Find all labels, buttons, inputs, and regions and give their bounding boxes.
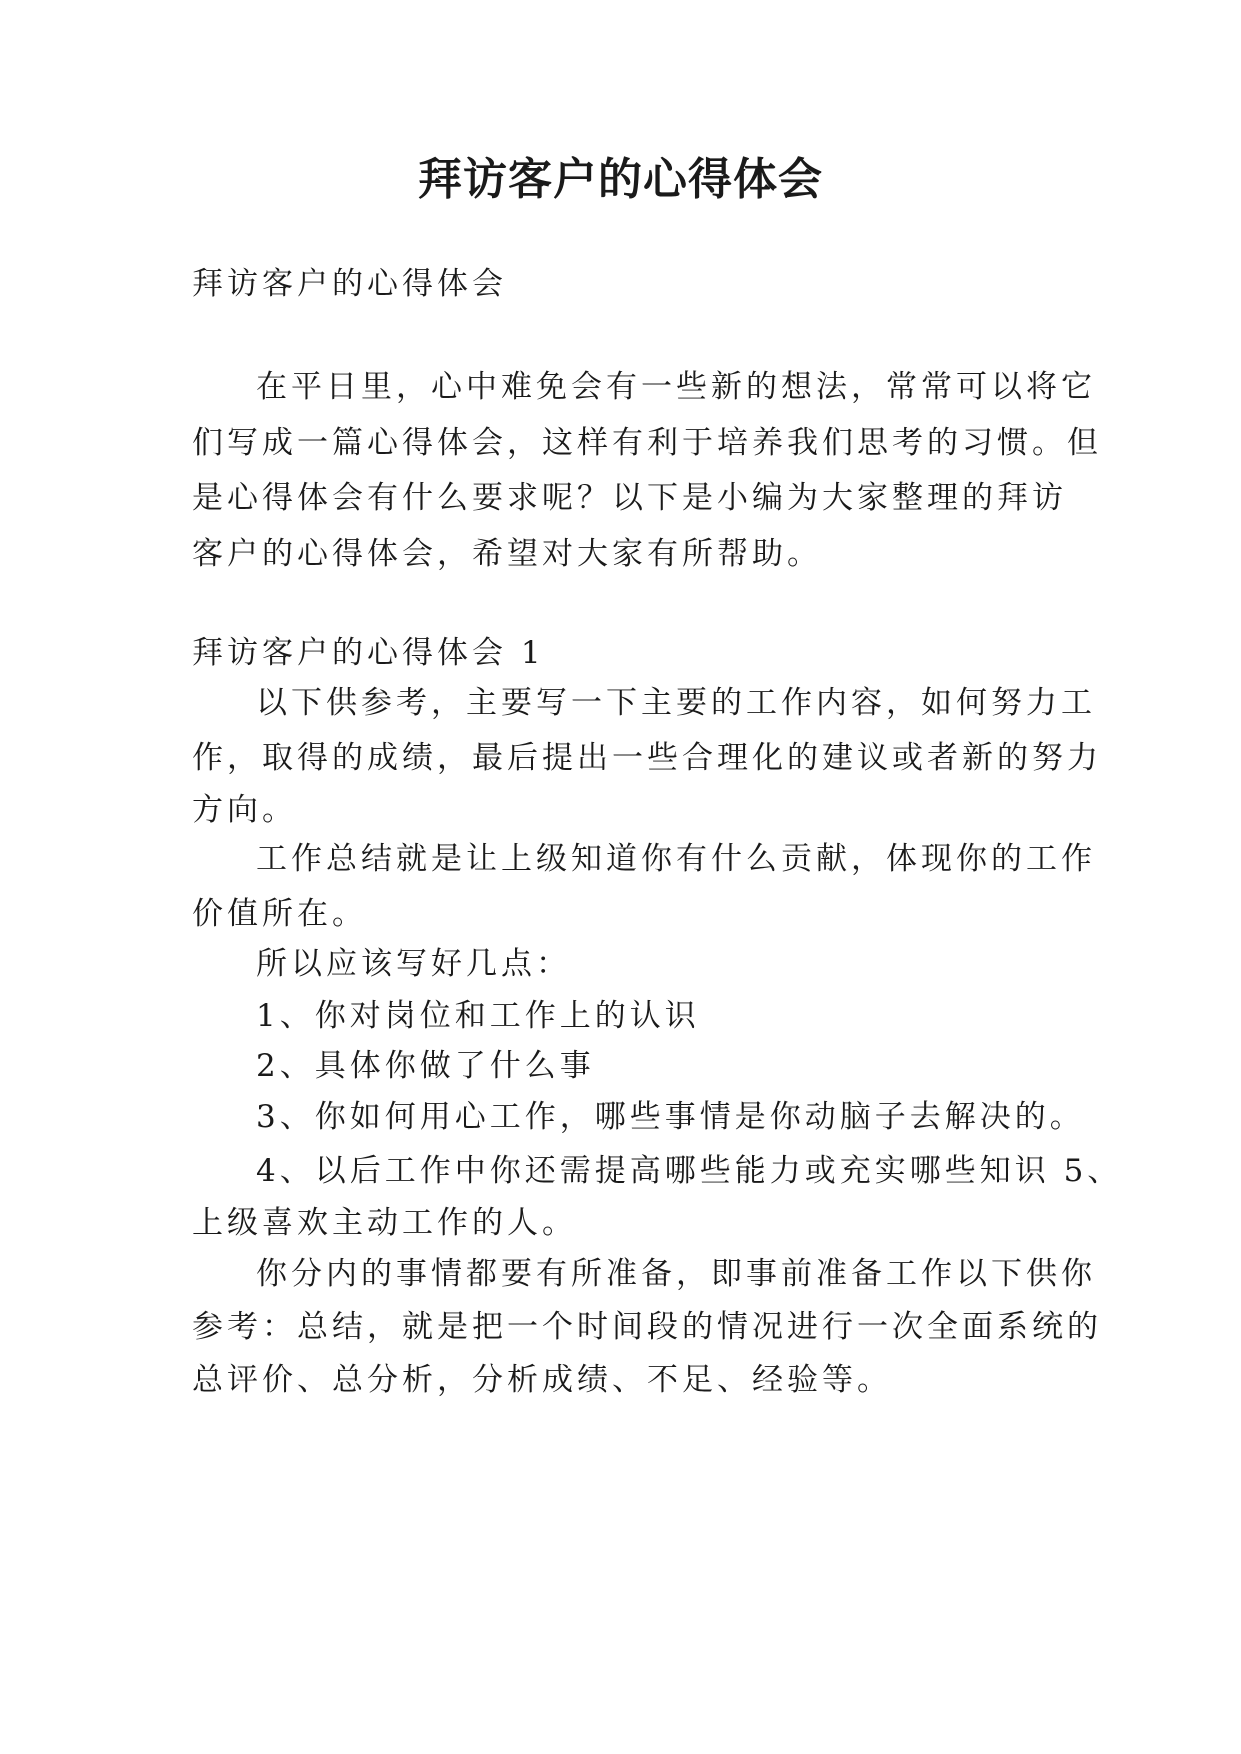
list-item-3: 3、你如何用心工作，哪些事情是你动脑子去解决的。 xyxy=(256,1099,1085,1135)
body-line-6: 所以应该写好几点： xyxy=(256,946,571,982)
intro-line-4: 客户的心得体会，希望对大家有所帮助。 xyxy=(192,536,822,572)
list-item-5: 上级喜欢主动工作的人。 xyxy=(192,1205,577,1241)
list-item-4: 4、以后工作中你还需提高哪些能力或充实哪些知识 5、 xyxy=(256,1153,1123,1189)
body-line-5: 价值所在。 xyxy=(192,896,367,932)
body-line-3: 方向。 xyxy=(192,792,297,828)
intro-line-3: 是心得体会有什么要求呢？以下是小编为大家整理的拜访 xyxy=(192,480,1067,516)
document-title: 拜访客户的心得体会 xyxy=(418,154,823,205)
document-subtitle: 拜访客户的心得体会 xyxy=(192,266,507,302)
body-line-1: 以下供参考，主要写一下主要的工作内容，如何努力工 xyxy=(256,685,1096,721)
body-line-7: 你分内的事情都要有所准备，即事前准备工作以下供你 xyxy=(256,1256,1096,1292)
list-item-2: 2、具体你做了什么事 xyxy=(256,1048,595,1084)
intro-line-1: 在平日里，心中难免会有一些新的想法，常常可以将它 xyxy=(256,369,1096,405)
body-line-2: 作，取得的成绩，最后提出一些合理化的建议或者新的努力 xyxy=(192,740,1102,776)
list-item-1: 1、你对岗位和工作上的认识 xyxy=(256,998,700,1034)
body-line-8: 参考：总结，就是把一个时间段的情况进行一次全面系统的 xyxy=(192,1309,1102,1345)
section-heading: 拜访客户的心得体会 1 xyxy=(192,635,545,671)
intro-line-2: 们写成一篇心得体会，这样有利于培养我们思考的习惯。但 xyxy=(192,425,1102,461)
body-line-4: 工作总结就是让上级知道你有什么贡献，体现你的工作 xyxy=(256,841,1096,877)
body-line-9: 总评价、总分析，分析成绩、不足、经验等。 xyxy=(192,1362,892,1398)
